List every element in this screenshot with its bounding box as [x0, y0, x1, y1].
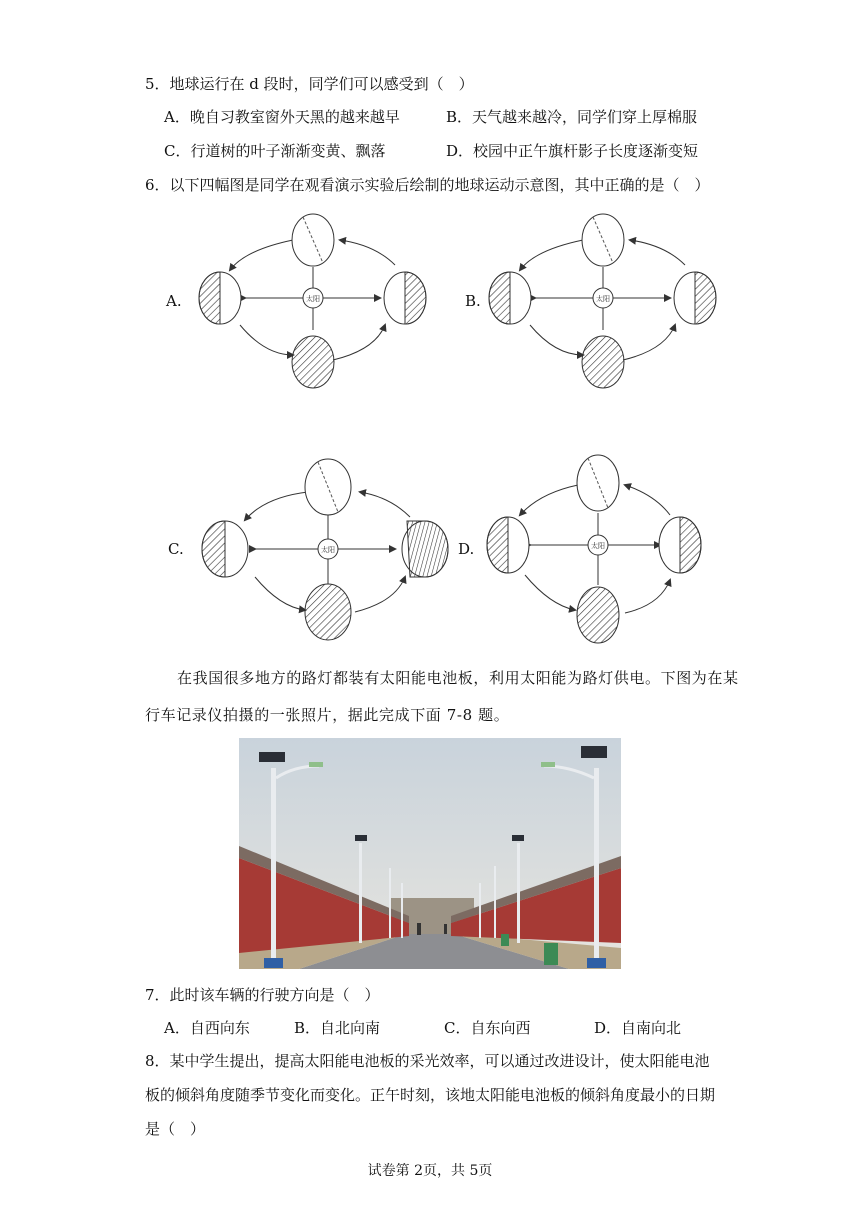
q5-option-d: D．校园中正午旗杆影子长度逐渐变短 [446, 142, 699, 160]
q5-option-c: C．行道树的叶子渐渐变黄、飘落 [164, 142, 386, 160]
passage-line-1: 在我国很多地方的路灯都装有太阳能电池板，利用太阳能为路灯供电。下图为在某 [177, 669, 739, 687]
sun-icon [588, 535, 608, 555]
sun-label: 太阳 [306, 295, 320, 303]
q7-option-b: B．自北向南 [294, 1019, 381, 1037]
q7-option-c: C．自东向西 [444, 1019, 531, 1037]
q6-stem: 6．以下四幅图是同学在观看演示实验后绘制的地球运动示意图，其中正确的是（ ） [145, 176, 710, 194]
sun-icon [303, 288, 323, 308]
diagram-c [195, 452, 465, 647]
passage-line-2: 行车记录仪拍摄的一张照片，据此完成下面 7-8 题。 [145, 706, 510, 724]
earth-icon [305, 584, 351, 640]
q5-stem: 5．地球运行在 d 段时，同学们可以感受到（ ） [145, 75, 474, 93]
page-footer: 试卷第 2页，共 5页 [367, 1163, 493, 1179]
diagram-a-label: A. [166, 292, 182, 310]
diagram-c-label: C. [168, 540, 184, 558]
q5-option-b: B．天气越来越冷，同学们穿上厚棉服 [446, 108, 698, 126]
sun-label: 太阳 [321, 546, 335, 554]
diagram-d-label: D. [458, 540, 475, 558]
q5-option-a: A．晚自习教室窗外天黑的越来越早 [164, 108, 400, 126]
q7-option-d: D．自南向北 [594, 1019, 682, 1037]
sun-icon [318, 539, 338, 559]
street-photo [239, 738, 621, 969]
q8-line-3: 是（ ） [145, 1120, 206, 1138]
sun-label: 太阳 [591, 542, 605, 550]
sun-icon [593, 288, 613, 308]
earth-icon [582, 336, 624, 388]
earth-icon [577, 587, 619, 643]
diagram-b [475, 205, 735, 395]
q8-line-2: 板的倾斜角度随季节变化而变化。正午时刻，该地太阳能电池板的倾斜角度最小的日期 [145, 1086, 716, 1104]
sun-label: 太阳 [596, 295, 610, 303]
diagram-b-label: B. [465, 292, 481, 310]
q7-stem: 7．此时该车辆的行驶方向是（ ） [145, 986, 380, 1004]
earth-icon [292, 336, 334, 388]
q7-option-a: A．自西向东 [164, 1019, 250, 1037]
diagram-a [185, 205, 445, 395]
q8-line-1: 8．某中学生提出，提高太阳能电池板的采光效率，可以通过改进设计，使太阳能电池 [145, 1052, 710, 1070]
diagram-d [480, 445, 720, 655]
